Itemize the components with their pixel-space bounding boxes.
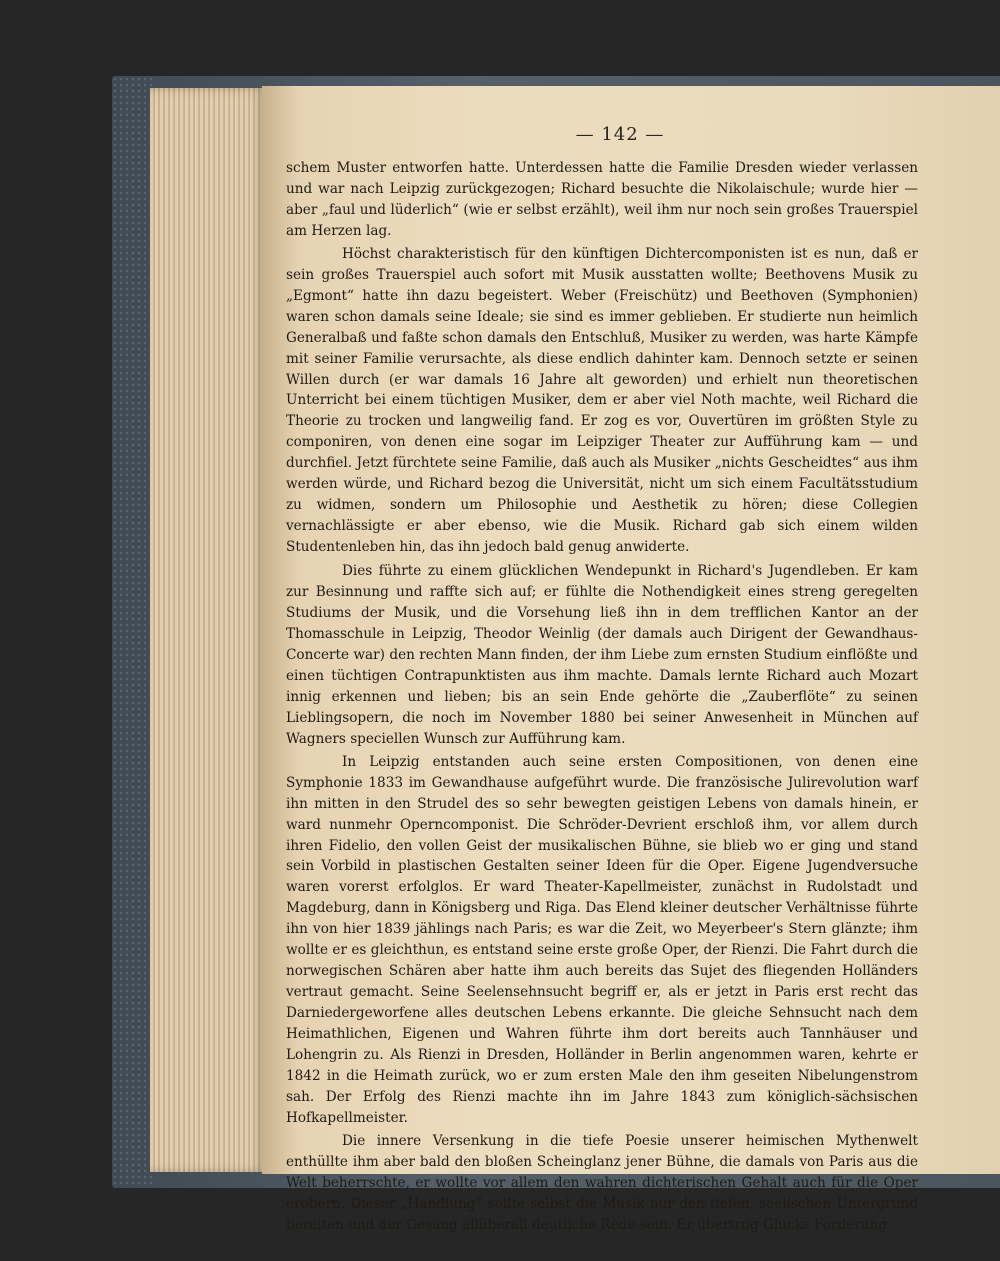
paragraph-1: schem Muster entworfen hatte. Unterdessen hatte die Familie Dresden wieder verlassen und war nach Leipzig zurückgezogen; Richard besuchte die Nikolaischule; wurde hier — aber „faul und lüderlich“ (wie er selbst erzählt), weil ihm nur noch sein großes Trauerspiel am Herzen lag. (286, 160, 918, 239)
paragraph-4: In Leipzig entstanden auch seine ersten Compositionen, von denen eine Symphonie 1833 im Gewandhause aufgeführt wurde. Die französische Julirevolution warf ihn mitten in den Strudel des so sehr bewegten geistigen Lebens von damals hinein, er ward nunmehr Operncomponist. Die Schröder-Devrient erschloß ihm, vor allem durch ihren Fidelio, den vollen Geist der musikalischen Bühne, sie blieb wo er ging und stand sein Vorbild in plastischen Gestalten seiner Ideen für die Oper. Eigene Jugendversuche waren vorerst erfolglos. Er ward Theater-Kapellmeister, zunächst in Rudolstadt und Magdeburg, dann in Königsberg und Riga. Das Elend kleiner deutscher Verhältnisse führte ihn von hier 1839 jählings nach Paris; es war die Zeit, wo Meyerbeer's Stern glänzte; ihm wollte er es gleichthun, es entstand seine erste große Oper, der Rienzi. Die Fahrt durch die norwegischen Schären aber hatte ihm auch bereits das Sujet des fliegenden Holländers vertraut gemacht. Seine Seelensehnsucht begriff er, als er jetzt in Paris erst recht das Darniedergeworfene alles deutschen Lebens erkannte. Die gleiche Sehnsucht nach dem Heimathlichen, Eigenen und Wahren führte ihm dort bereits auch Tannhäuser und Lohengrin zu. Als Rienzi in Dresden, Holländer in Berlin angenommen waren, kehrte er 1842 in die Heimath zurück, wo er zum ersten Male den ihm geseiten Nibelungenstrom sah. Der Erfolg des Rienzi machte ihn im Jahre 1843 zum königlich-sächsischen Hofkapellmeister. (286, 753, 918, 1126)
paragraph-2: Höchst charakteristisch für den künftigen Dichtercomponisten ist es nun, daß er sein großes Trauerspiel auch sofort mit Musik ausstatten wollte; Beethovens Musik zu „Egmont“ hatte ihn dazu begeistert. Weber (Freischütz) und Beethoven (Symphonien) waren schon damals seine Ideale; sie sind es immer geblieben. Er studierte nun heimlich Generalbaß und faßte schon damals den Entschluß, Musiker zu werden, was harte Kämpfe mit seiner Familie verursachte, als diese endlich dahinter kam. Dennoch setzte er seinen Willen durch (er war damals 16 Jahre alt geworden) und erhielt nun theoretischen Unterricht bei einem tüchtigen Musiker, dem er aber viel Noth machte, weil Richard die Theorie zu trocken und langweilig fand. Er zog es vor, Ouvertüren im größten Style zu componiren, von denen eine sogar im Leipziger Theater zur Aufführung kam — und durchfiel. Jetzt fürchtete seine Familie, daß auch als Musiker „nichts Gescheidtes“ aus ihm werden würde, und Richard bezog die Universität, nicht um sich einem Facultätsstudium zu widmen, sondern um Philosophie und Aesthetik zu hören; diese Collegien vernachlässigte er aber ebenso, wie die Musik. Richard gab sich einem wilden Studentenleben hin, das ihn jedoch bald genug anwiderte. (286, 245, 918, 556)
paragraph-3: Dies führte zu einem glücklichen Wendepunkt in Richard's Jugendleben. Er kam zur Besinnung und raffte sich auf; er fühlte die Nothendigkeit eines streng geregelten Studiums der Musik, und die Vorsehung ließ ihn in dem trefflichen Kantor an der Thomasschule in Leipzig, Theodor Weinlig (der damals auch Dirigent der Gewandhaus-Concerte war) den rechten Mann finden, der ihm Liebe zum ernsten Studium einflößte und einen tüchtigen Contrapunktisten aus ihm machte. Damals lernte Richard auch Mozart innig erkennen und lieben; bis an sein Ende gehörte die „Zauberflöte“ zu seinen Lieblingsopern, die noch im November 1880 bei seiner Anwesenheit in München auf Wagners speciellen Wunsch zur Aufführung kam. (286, 563, 918, 747)
page-edges (150, 88, 266, 1172)
paragraph-5: Die innere Versenkung in die tiefe Poesie unserer heimischen Mythenwelt enthüllte ihm aber bald den bloßen Scheinglanz jener Bühne, die damals von Paris aus die Welt beherrschte, er wollte vor allem den wahren dichterischen Gehalt auch für die Oper erobern. Dieser „Handlung“ sollte selbst die Musik nur den tiefen, seelischen Untergrund bereiten und der Gesang allüberall deutliche Rede sein. Er übertrug Glucks Forderung (286, 1132, 918, 1233)
page-number: — 142 — (575, 124, 665, 145)
page-text (286, 158, 918, 1236)
cover-texture (112, 76, 152, 1188)
